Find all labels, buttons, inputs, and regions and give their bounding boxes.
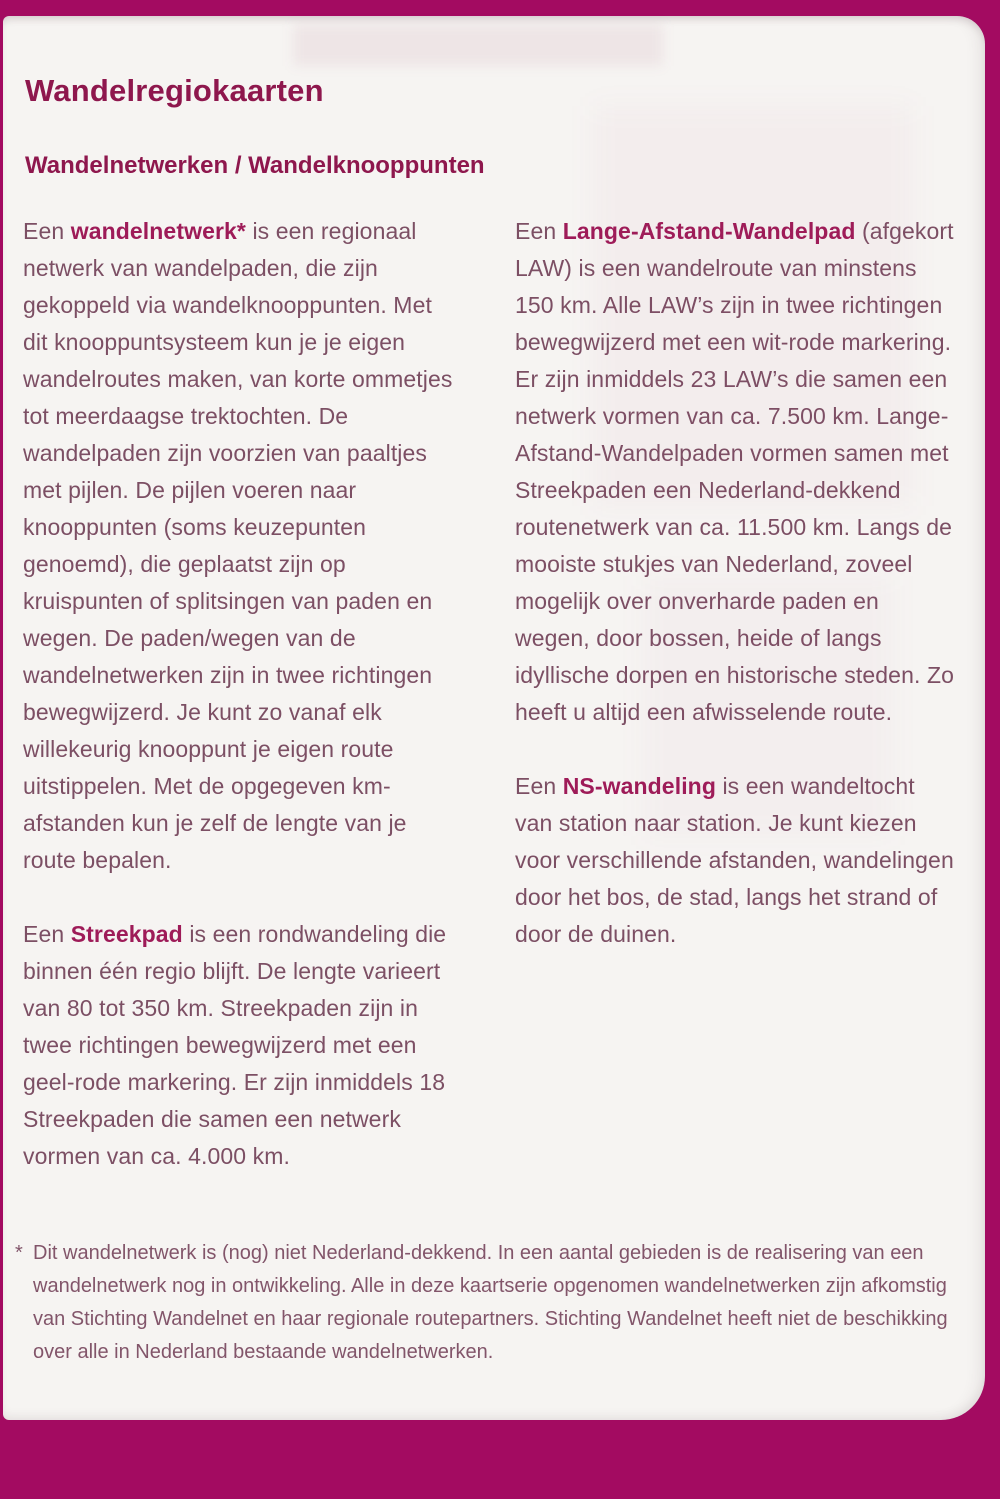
paragraph-text: is een rondwandeling die binnen één regio blijft. De lengte varieert van 80 tot 350 km. Streekpaden zijn in twee richtingen bewegwijzerd met een geel-rode markering. Er zijn inmiddels 18 Streekpaden die samen een netwerk vormen van ca. 4.000 km.	[23, 921, 447, 1169]
paragraph-lead: Een	[23, 921, 71, 947]
paragraph-ns-wandeling	[515, 768, 955, 953]
paragraph-lead: Een	[23, 218, 71, 244]
paragraph-text: (afgekort LAW) is een wandelroute van minstens 150 km. Alle LAW’s zijn in twee richtingen bewegwijzerd met een wit-rode markering. Er zijn inmiddels 23 LAW’s die samen een netwerk vormen van ca. 7.500 km. Lange-Afstand-Wandelpaden vormen samen met Streekpaden een Nederland-dekkend routenetwerk van ca. 11.500 km. Langs de mooiste stukjes van Nederland, zoveel mogelijk over onverharde paden en wegen, door bossen, heide of langs idyllische dorpen en historische steden. Zo heeft u altijd een afwisselende route.	[515, 218, 954, 725]
term-streekpad: Streekpad	[70, 921, 183, 947]
right-column	[515, 213, 955, 1175]
paragraph-law	[515, 213, 955, 731]
footnote	[15, 1237, 950, 1369]
term-wandelnetwerk: wandelnetwerk*	[70, 218, 246, 244]
paragraph-wandelnetwerk	[23, 213, 463, 879]
brochure-page	[3, 16, 985, 1420]
left-column	[23, 213, 463, 1175]
footnote-asterisk: *	[15, 1242, 23, 1264]
bleedthrough-artifact	[293, 24, 663, 66]
term-lange-afstand-wandelpad: Lange-Afstand-Wandelpad	[562, 218, 856, 244]
paragraph-text: is een wandeltocht van station naar station. Je kunt kiezen voor verschillende afstanden, wandelingen door het bos, de stad, langs het strand of door de duinen.	[515, 773, 954, 947]
footnote-text: Dit wandelnetwerk is (nog) niet Nederland-dekkend. In een aantal gebieden is de realisering van een wandelnetwerk nog in ontwikkeling. Alle in deze kaartserie opgenomen wandelnetwerken zijn afkomstig van Stichting Wandelnet en haar regionale routepartners. Stichting Wandelnet heeft niet de beschikking over alle in Nederland bestaande wandelnetwerken.	[33, 1242, 948, 1363]
paragraph-lead: Een	[515, 218, 563, 244]
two-column-body	[23, 213, 955, 1175]
paragraph-text: is een regionaal netwerk van wandelpaden, die zijn gekoppeld via wandelknooppunten. Met dit knooppuntsysteem kun je je eigen wandelroutes maken, van korte ommetjes tot meerdaagse trektochten. De wandelpaden zijn voorzien van paaltjes met pijlen. De pijlen voeren naar knooppunten (soms keuzepunten genoemd), die geplaatst zijn op kruispunten of splitsingen van paden en wegen. De paden/wegen van de wandelnetwerken zijn in twee richtingen bewegwijzerd. Je kunt zo vanaf elk willekeurig knooppunt je eigen route uitstippelen. Met de opgegeven km-afstanden kun je zelf de lengte van je route bepalen.	[23, 218, 453, 873]
term-ns-wandeling: NS-wandeling	[562, 773, 716, 799]
section-heading: Wandelnetwerken / Wandelknooppunten	[25, 152, 485, 179]
paragraph-streekpad	[23, 916, 463, 1175]
page-title: Wandelregiokaarten	[25, 73, 324, 108]
paragraph-lead: Een	[515, 773, 563, 799]
